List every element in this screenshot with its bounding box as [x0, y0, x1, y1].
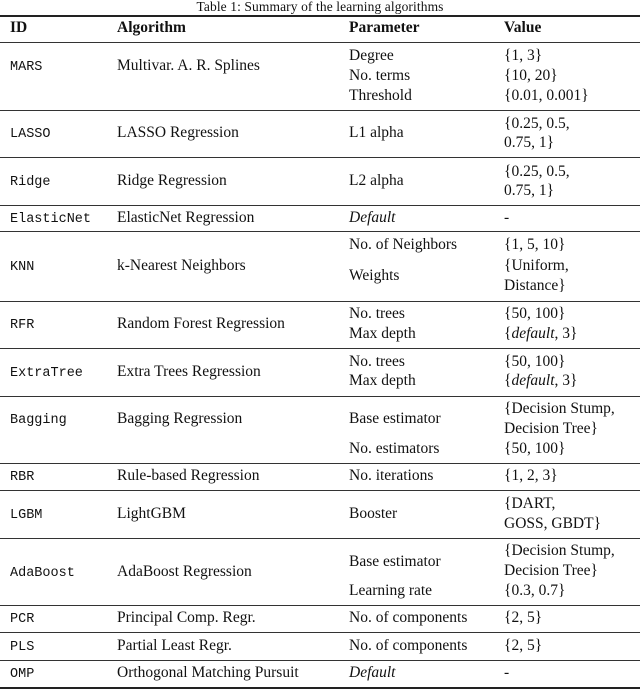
row-value: {0.01, 0.001}	[504, 87, 589, 104]
row-rule	[0, 205, 640, 206]
row-value: {Decision Stump,	[504, 542, 615, 559]
row-id: AdaBoost	[10, 566, 75, 581]
row-id: LASSO	[10, 127, 51, 142]
table-caption: Table 1: Summary of the learning algorithms	[196, 0, 444, 14]
row-id: RBR	[10, 470, 35, 485]
row-id: Bagging	[10, 413, 67, 428]
row-value: {0.25, 0.5,	[504, 163, 570, 180]
row-rule	[0, 157, 640, 158]
row-param: No. of Neighbors	[349, 236, 458, 253]
row-param: L2 alpha	[349, 172, 404, 189]
top-rule	[0, 15, 640, 17]
row-algorithm: k-Nearest Neighbors	[117, 257, 246, 274]
row-value: 0.75, 1}	[504, 182, 555, 199]
row-rule	[0, 490, 640, 491]
row-value: {10, 20}	[504, 67, 558, 84]
row-algorithm: Partial Least Regr.	[117, 637, 232, 654]
row-param: Threshold	[349, 87, 412, 104]
row-value: {0.25, 0.5,	[504, 115, 570, 132]
row-rule	[0, 632, 640, 633]
row-rule	[0, 605, 640, 606]
row-param: Default	[349, 209, 396, 226]
row-algorithm: Multivar. A. R. Splines	[117, 57, 260, 74]
row-algorithm: LASSO Regression	[117, 124, 239, 141]
row-param: L1 alpha	[349, 124, 404, 141]
row-id: OMP	[10, 667, 35, 682]
row-algorithm: ElasticNet Regression	[117, 209, 255, 226]
row-param: Max depth	[349, 325, 416, 342]
row-value: GOSS, GBDT}	[504, 515, 602, 532]
row-value: {50, 100}	[504, 440, 566, 457]
row-value: Decision Tree}	[504, 562, 598, 579]
row-param: Base estimator	[349, 410, 441, 427]
row-value: {default, 3}	[504, 372, 578, 389]
row-algorithm: Random Forest Regression	[117, 315, 285, 332]
row-value: {0.3, 0.7}	[504, 582, 566, 599]
row-algorithm: AdaBoost Regression	[117, 563, 252, 580]
header-id: ID	[10, 19, 28, 36]
row-param: Degree	[349, 47, 394, 64]
header-parameter: Parameter	[349, 19, 420, 36]
row-id: RFR	[10, 318, 35, 333]
row-param: Base estimator	[349, 553, 441, 570]
row-id: LGBM	[10, 508, 43, 523]
row-value: {1, 3}	[504, 47, 543, 64]
row-algorithm: LightGBM	[117, 505, 186, 522]
row-value: 0.75, 1}	[504, 134, 555, 151]
row-id: PLS	[10, 640, 35, 655]
row-param: Booster	[349, 505, 398, 522]
row-id: MARS	[10, 60, 43, 75]
row-rule	[0, 348, 640, 349]
row-value: {Uniform,	[504, 257, 569, 274]
row-rule	[0, 463, 640, 464]
row-value: {default, 3}	[504, 325, 578, 342]
row-id: ExtraTree	[10, 366, 83, 381]
row-algorithm: Orthogonal Matching Pursuit	[117, 664, 299, 681]
row-rule	[0, 396, 640, 397]
header-rule	[0, 42, 640, 43]
row-value: {1, 5, 10}	[504, 236, 566, 253]
row-param: No. terms	[349, 67, 411, 84]
row-param: No. estimators	[349, 440, 440, 457]
row-param: Learning rate	[349, 582, 433, 599]
row-value: {1, 2, 3}	[504, 467, 558, 484]
row-algorithm: Principal Comp. Regr.	[117, 609, 256, 626]
row-value: {50, 100}	[504, 353, 566, 370]
row-param: No. of components	[349, 637, 468, 654]
row-id: PCR	[10, 612, 35, 627]
row-value: Distance}	[504, 277, 566, 294]
row-value: Decision Tree}	[504, 420, 598, 437]
row-value: {2, 5}	[504, 637, 543, 654]
row-param: Weights	[349, 267, 400, 284]
row-rule	[0, 231, 640, 232]
row-param: Default	[349, 664, 396, 681]
row-id: Ridge	[10, 175, 51, 190]
row-algorithm: Bagging Regression	[117, 410, 243, 427]
row-param: Max depth	[349, 372, 416, 389]
row-id: ElasticNet	[10, 212, 92, 227]
row-rule	[0, 301, 640, 302]
row-value: {DART,	[504, 495, 556, 512]
row-param: No. of components	[349, 609, 468, 626]
row-rule	[0, 110, 640, 111]
row-value: -	[504, 209, 510, 226]
row-rule	[0, 538, 640, 539]
row-param: No. trees	[349, 305, 405, 322]
row-algorithm: Extra Trees Regression	[117, 363, 261, 380]
row-algorithm: Rule-based Regression	[117, 467, 260, 484]
header-value: Value	[504, 19, 542, 36]
row-param: No. trees	[349, 353, 405, 370]
row-value: -	[504, 664, 510, 681]
row-value: {2, 5}	[504, 609, 543, 626]
row-value: {50, 100}	[504, 305, 566, 322]
row-algorithm: Ridge Regression	[117, 172, 227, 189]
header-algorithm: Algorithm	[117, 19, 186, 36]
bottom-rule	[0, 687, 640, 689]
row-value: {Decision Stump,	[504, 400, 615, 417]
row-param: No. iterations	[349, 467, 434, 484]
row-rule	[0, 660, 640, 661]
row-id: KNN	[10, 260, 35, 275]
